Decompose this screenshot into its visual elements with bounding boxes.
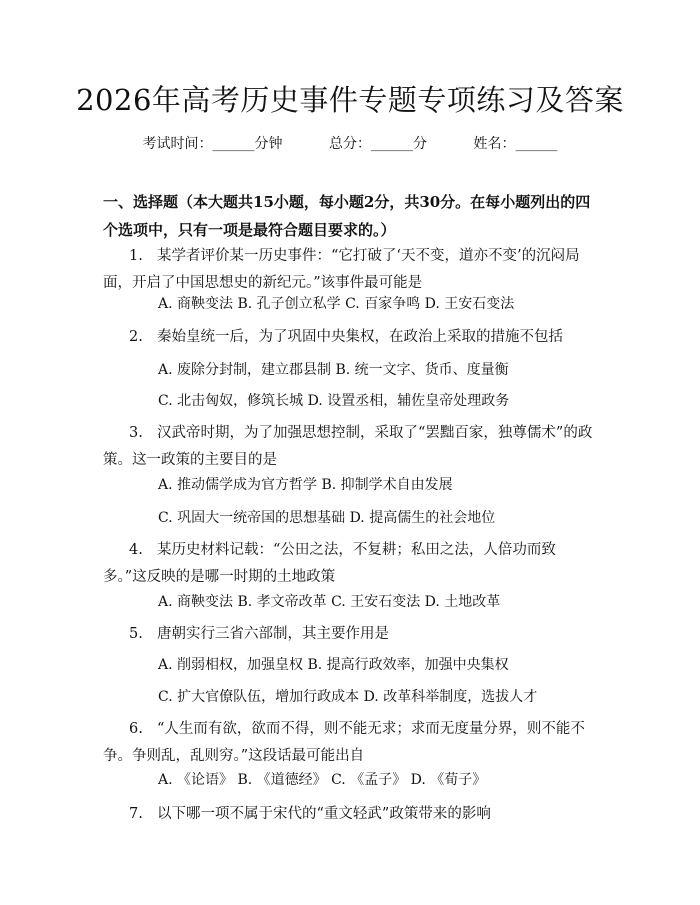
question-text: 唐朝实行三省六部制，其主要作用是 xyxy=(157,626,389,642)
question-number: 5. xyxy=(129,626,143,642)
section-heading: 一、选择题（本大题共15小题，每小题2分，共30分。在每小题列出的四个选项中，只有一项是最符合题目要求的。） xyxy=(103,193,591,239)
question-text: “人生而有欲，欲而不得，则不能无求；求而无度量分界，则不能不争。争则乱，乱则穷。”这段话最可能出自 xyxy=(103,721,585,764)
question-number: 6. xyxy=(129,721,143,737)
question-text: 以下哪一项不属于宋代的“重文轻武”政策带来的影响 xyxy=(157,806,491,822)
total-score-field: 总分：______分 xyxy=(329,136,427,152)
question-5-options-row-1: A. 削弱相权，加强皇权 B. 提高行政效率，加强中央集权 xyxy=(158,657,509,673)
question-number: 2. xyxy=(129,329,143,345)
question-7 xyxy=(103,801,598,828)
question-6-options: A. 《论语》 B. 《道德经》 C. 《孟子》 D. 《荀子》 xyxy=(158,772,487,788)
question-2-options-row-2: C. 北击匈奴，修筑长城 D. 设置丞相，辅佐皇帝处理政务 xyxy=(158,393,510,409)
question-4 xyxy=(103,537,598,591)
question-6 xyxy=(103,716,598,770)
question-number: 4. xyxy=(129,542,143,558)
question-4-options: A. 商鞅变法 B. 孝文帝改革 C. 王安石变法 D. 土地改革 xyxy=(158,594,501,610)
question-2-options-row-1: A. 废除分封制，建立郡县制 B. 统一文字、货币、度量衡 xyxy=(158,362,509,378)
student-name-field: 姓名：______ xyxy=(473,136,558,152)
question-text: 某学者评价某一历史事件：“它打破了‘天不变，道亦不变’的沉闷局面，开启了中国思想史的新纪元。”该事件最可能是 xyxy=(103,248,580,291)
question-number: 7. xyxy=(129,806,143,822)
question-number: 3. xyxy=(129,425,143,441)
question-text: 汉武帝时期，为了加强思想控制，采取了“罢黜百家，独尊儒术”的政策。这一政策的主要目的是 xyxy=(103,425,593,468)
exam-meta xyxy=(0,133,700,153)
question-2 xyxy=(103,324,598,351)
question-1 xyxy=(103,243,598,297)
question-3-options-row-1: A. 推动儒学成为官方哲学 B. 抑制学术自由发展 xyxy=(158,477,453,493)
question-3-options-row-2: C. 巩固大一统帝国的思想基础 D. 提高儒生的社会地位 xyxy=(158,510,496,526)
question-text: 秦始皇统一后，为了巩固中央集权，在政治上采取的措施不包括 xyxy=(157,329,563,345)
question-3 xyxy=(103,420,598,474)
question-5-options-row-2: C. 扩大官僚队伍，增加行政成本 D. 改革科举制度，选拔人才 xyxy=(158,689,538,705)
question-number: 1. xyxy=(129,248,143,264)
page-title: 2026年高考历史事件专题专项练习及答案 xyxy=(76,83,624,117)
question-1-options: A. 商鞅变法 B. 孔子创立私学 C. 百家争鸣 D. 王安石变法 xyxy=(158,296,515,312)
question-5 xyxy=(103,621,598,648)
exam-time-field: 考试时间：______分钟 xyxy=(142,136,283,152)
question-text: 某历史材料记载：“公田之法，不复耕；私田之法，人倍功而致多。”这反映的是哪一时期的土地政策 xyxy=(103,542,556,585)
